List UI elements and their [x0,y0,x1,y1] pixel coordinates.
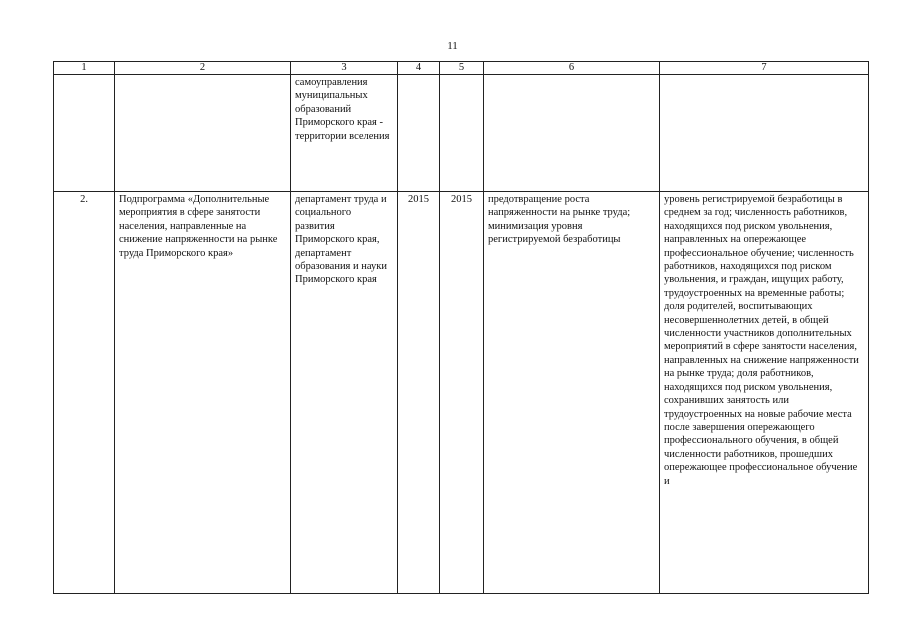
page-number: 11 [447,40,458,52]
table-row [54,75,869,192]
header-cell-6: 6 [484,62,660,75]
header-cell-4: 4 [398,62,440,75]
table-row [54,192,869,594]
header-cell-3: 3 [291,62,398,75]
header-cell-5: 5 [440,62,484,75]
executor-cell: департамент труда и социального развития Приморского края, департамент образования и науки Приморского края [291,192,398,594]
program-table [53,61,869,594]
row-number-cell [54,75,115,192]
header-cell-2: 2 [115,62,291,75]
program-name-cell [115,75,291,192]
header-cell-1: 1 [54,62,115,75]
header-cell-7: 7 [660,62,869,75]
start-year-cell [398,75,440,192]
goal-cell [484,75,660,192]
header-row [54,62,869,75]
indicators-cell [660,75,869,192]
end-year-cell: 2015 [440,192,484,594]
end-year-cell [440,75,484,192]
executor-cell: самоуправления муниципальных образований Приморского края - территории вселения [291,75,398,192]
row-number-cell: 2. [54,192,115,594]
program-name-cell: Подпрограмма «Дополнительные мероприятия в сфере занятости населения, направленные на снижение напряженности на рынке труда Приморского края» [115,192,291,594]
start-year-cell: 2015 [398,192,440,594]
indicators-cell: уровень регистрируемой безработицы в среднем за год; численность работников, находящихся под риском увольнения, направленных на опережающее профессиональное обучение; численность работников, находящихся под риском увольнения, и граждан, ищущих работу, трудоустроенных на временные работы; доля родителей, воспитывающих несовершеннолетних детей, в общей численности участников дополнительных мероприятий в сфере занятости населения, направленных на снижение напряженности на рынке труда; доля работников, находящихся под риском увольнения, сохранивших занятость или трудоустроенных на новые рабочие места после завершения опережающего профессионального обучения, в общей численности работников, прошедших опережающее профессиональное обучение и [660,192,869,594]
goal-cell: предотвращение роста напряженности на рынке труда; минимизация уровня регистрируемой безработицы [484,192,660,594]
